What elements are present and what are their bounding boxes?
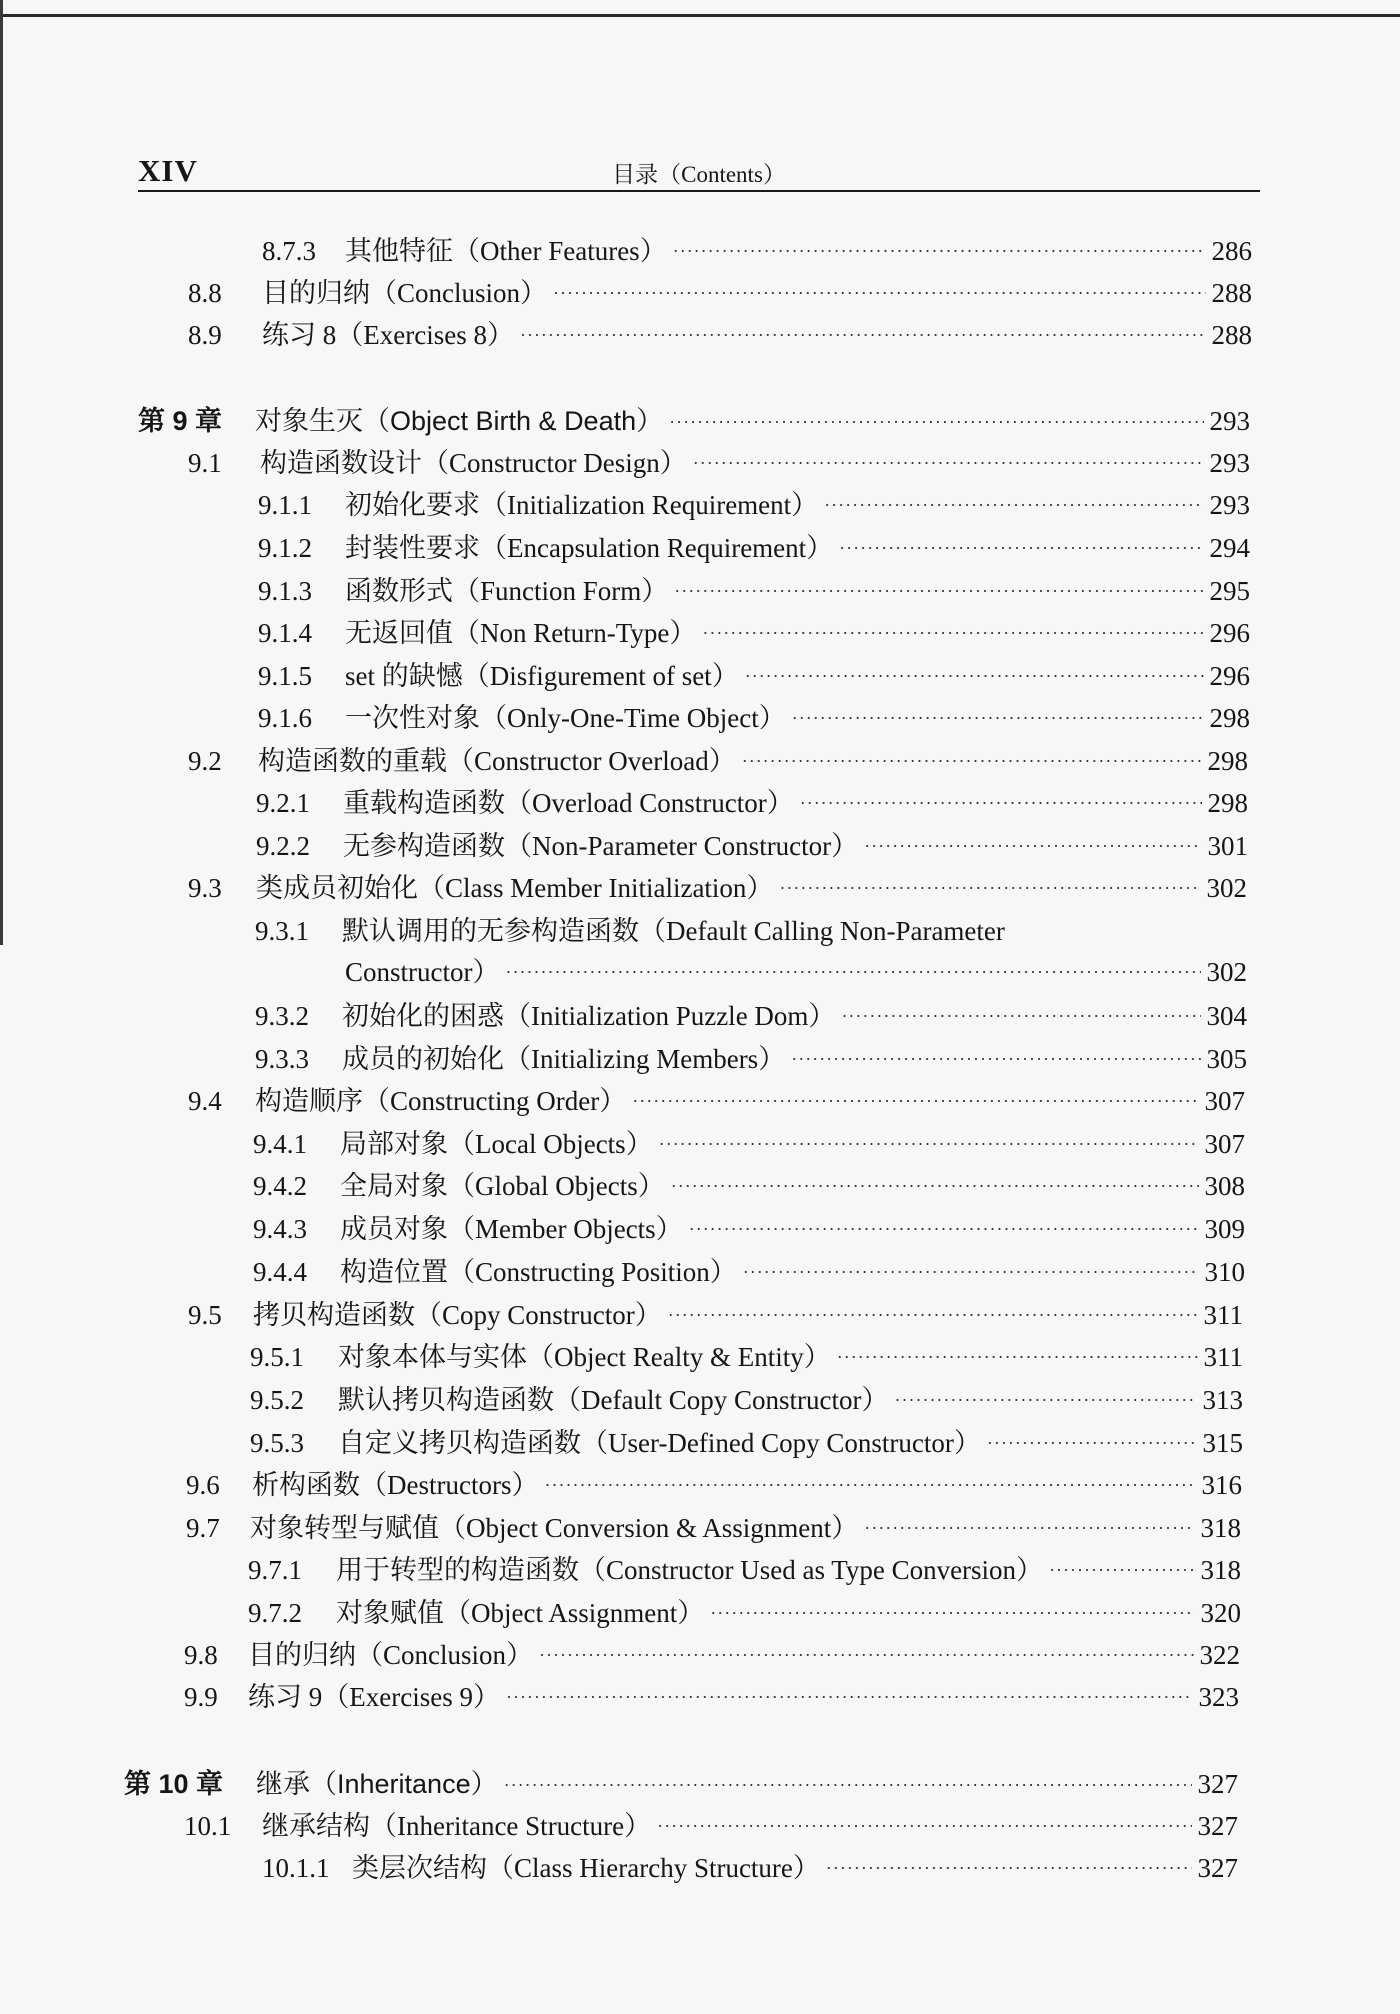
page-ref: 311 — [1203, 1300, 1243, 1330]
dot-leader — [539, 1635, 1193, 1675]
page-ref: 296 — [1209, 661, 1250, 691]
subsection-entry — [253, 1166, 1245, 1206]
section-entry — [184, 1806, 1238, 1846]
running-title: 目录（Contents） — [612, 162, 786, 187]
entry-title: 无参构造函数（Non-Parameter Constructor） — [343, 831, 859, 861]
entry-number: 9.1.6 — [258, 703, 312, 733]
entry-line — [345, 231, 1252, 271]
page-ref: 296 — [1209, 618, 1250, 648]
entry-line — [262, 315, 1252, 355]
subsection-entry — [248, 1593, 1241, 1633]
subsection-entry — [258, 698, 1250, 738]
entry-number: 9.3 — [188, 873, 222, 903]
entry-line — [343, 783, 1248, 823]
entry-number: 9.4.4 — [253, 1257, 307, 1287]
entry-title: 拷贝构造函数（Copy Constructor） — [253, 1300, 662, 1330]
entry-title: 对象赋值（Object Assignment） — [336, 1598, 705, 1628]
entry-number: 9.2.2 — [256, 831, 310, 861]
subsection-entry — [250, 1423, 1243, 1463]
entry-line — [342, 1039, 1247, 1079]
dot-leader — [742, 741, 1202, 781]
page-ref: 294 — [1209, 533, 1250, 563]
section-entry — [188, 741, 1248, 781]
page-ref: 293 — [1209, 490, 1250, 520]
section-entry — [186, 1465, 1242, 1505]
entry-number: 9.5.3 — [250, 1428, 304, 1458]
section-entry — [184, 1635, 1240, 1675]
page-ref: 323 — [1198, 1682, 1239, 1712]
entry-title: 练习 9（Exercises 9） — [248, 1682, 500, 1712]
section-entry — [188, 868, 1247, 908]
entry-title: 初始化的困惑（Initialization Puzzle Dom） — [342, 1001, 836, 1031]
entry-line — [250, 1508, 1241, 1548]
entry-line — [345, 698, 1250, 738]
subsection-entry — [255, 911, 1247, 951]
entry-number: 9.4.3 — [253, 1214, 307, 1244]
dot-leader — [864, 826, 1201, 866]
dot-leader — [743, 1252, 1199, 1292]
subsection-entry — [253, 1209, 1245, 1249]
entry-number: 10.1.1 — [262, 1853, 330, 1883]
entry-number: 9.1.3 — [258, 576, 312, 606]
dot-leader — [779, 868, 1200, 908]
page-ref: 313 — [1202, 1385, 1243, 1415]
dot-leader — [689, 1209, 1199, 1249]
entry-title: 重载构造函数（Overload Constructor） — [343, 788, 794, 818]
entry-line — [343, 826, 1248, 866]
entry-title: 成员对象（Member Objects） — [340, 1214, 683, 1244]
entry-number: 10.1 — [184, 1811, 232, 1841]
entry-number: 9.7.1 — [248, 1555, 302, 1585]
dot-leader — [673, 231, 1206, 271]
entry-line — [336, 1550, 1241, 1590]
page-ref: 316 — [1201, 1470, 1242, 1500]
entry-number: 9.5.1 — [250, 1342, 304, 1372]
entry-number: 8.9 — [188, 320, 222, 350]
entry-line — [252, 1465, 1242, 1505]
entry-line — [338, 1380, 1243, 1420]
entry-line — [248, 1677, 1239, 1717]
entry-number: 第 10 章 — [124, 1769, 224, 1799]
dot-leader — [659, 1124, 1199, 1164]
dot-leader — [837, 1337, 1198, 1377]
page-ref: 298 — [1207, 746, 1248, 776]
page-ref: 304 — [1206, 1001, 1247, 1031]
subsection-entry — [256, 783, 1248, 823]
page-ref: 307 — [1204, 1129, 1245, 1159]
entry-number: 9.4.2 — [253, 1171, 307, 1201]
entry-title: 目的归纳（Conclusion） — [248, 1640, 534, 1670]
page-ref: 288 — [1211, 278, 1252, 308]
dot-leader — [702, 613, 1203, 653]
dot-leader — [657, 1806, 1191, 1846]
subsection-entry — [255, 1039, 1247, 1079]
entry-title: 默认拷贝构造函数（Default Copy Constructor） — [338, 1385, 889, 1415]
entry-title: 对象本体与实体（Object Realty & Entity） — [338, 1342, 831, 1372]
entry-line — [345, 485, 1250, 525]
subsection-entry — [250, 1380, 1243, 1420]
entry-number: 9.3.3 — [255, 1044, 309, 1074]
entry-line — [336, 1593, 1241, 1633]
entry-title: 类成员初始化（Class Member Initialization） — [256, 873, 774, 903]
entry-title: 默认调用的无参构造函数（Default Calling Non-Parameter — [342, 916, 1005, 946]
entry-number: 9.6 — [186, 1470, 220, 1500]
entry-title: 目的归纳（Conclusion） — [262, 278, 548, 308]
page-number: XIV — [138, 153, 198, 188]
entry-number: 9.5 — [188, 1300, 222, 1330]
dot-leader — [520, 315, 1206, 355]
entry-title: 成员的初始化（Initializing Members） — [342, 1044, 786, 1074]
page-ref: 307 — [1204, 1086, 1245, 1116]
subsection-entry — [258, 656, 1250, 696]
subsection-entry — [258, 485, 1250, 525]
entry-number: 9.9 — [184, 1682, 218, 1712]
entry-number: 9.8 — [184, 1640, 218, 1670]
entry-line — [340, 1124, 1245, 1164]
page-ref: 298 — [1209, 703, 1250, 733]
dot-leader — [987, 1423, 1197, 1463]
dot-leader — [841, 996, 1200, 1036]
section-entry — [186, 1508, 1241, 1548]
page-ref: 311 — [1203, 1342, 1243, 1372]
entry-title: 练习 8（Exercises 8） — [262, 320, 514, 350]
page-ref: 298 — [1207, 788, 1248, 818]
subsection-entry — [255, 996, 1247, 1036]
entry-number: 9.1.1 — [258, 490, 312, 520]
dot-leader — [669, 401, 1203, 441]
entry-title: 构造顺序（Constructing Order） — [255, 1086, 627, 1116]
entry-title: 析构函数（Destructors） — [252, 1470, 539, 1500]
subsection-entry — [258, 571, 1250, 611]
dot-leader — [668, 1295, 1198, 1335]
entry-line — [256, 868, 1247, 908]
section-entry — [188, 273, 1252, 313]
section-entry — [184, 1677, 1239, 1717]
page-ref: 293 — [1209, 448, 1250, 478]
section-entry — [188, 1081, 1245, 1121]
page-ref: 322 — [1199, 1640, 1240, 1670]
dot-leader — [506, 952, 1201, 992]
entry-title: 其他特征（Other Features） — [345, 236, 667, 266]
subsection-entry — [262, 1848, 1238, 1888]
entry-number: 9.5.2 — [250, 1385, 304, 1415]
entry-title: 一次性对象（Only-One-Time Object） — [345, 703, 786, 733]
dot-leader — [839, 528, 1203, 568]
page-ref: 308 — [1204, 1171, 1245, 1201]
page-ref: 327 — [1197, 1853, 1238, 1883]
entry-line — [340, 1209, 1245, 1249]
subsection-entry — [250, 1337, 1243, 1377]
chapter-entry — [124, 1764, 1238, 1804]
page-ref: 327 — [1197, 1769, 1238, 1799]
dot-leader — [864, 1508, 1194, 1548]
entry-number: 9.3.2 — [255, 1001, 309, 1031]
entry-number: 9.4 — [188, 1086, 222, 1116]
entry-number: 第 9 章 — [138, 406, 223, 436]
subsection-entry — [258, 613, 1250, 653]
entry-line — [345, 656, 1250, 696]
dot-leader — [1049, 1550, 1194, 1590]
subsection-entry — [258, 528, 1250, 568]
dot-leader — [506, 1677, 1193, 1717]
page-ref: 293 — [1209, 406, 1250, 436]
entry-title: 用于转型的构造函数（Constructor Used as Type Conversion） — [336, 1555, 1044, 1585]
entry-title: 自定义拷贝构造函数（User-Defined Copy Constructor） — [338, 1428, 981, 1458]
page-ref: 318 — [1200, 1513, 1241, 1543]
dot-leader — [745, 656, 1204, 696]
entry-number: 9.7 — [186, 1513, 220, 1543]
dot-leader — [674, 571, 1203, 611]
entry-number: 9.4.1 — [253, 1129, 307, 1159]
entry-line — [345, 571, 1250, 611]
subsection-entry — [248, 1550, 1241, 1590]
entry-number: 9.7.2 — [248, 1598, 302, 1628]
dot-leader — [693, 443, 1204, 483]
entry-number: 9.1.2 — [258, 533, 312, 563]
entry-title: 构造位置（Constructing Position） — [340, 1257, 737, 1287]
entry-line — [340, 1252, 1245, 1292]
entry-title: 封装性要求（Encapsulation Requirement） — [345, 533, 834, 563]
entry-line — [342, 996, 1247, 1036]
entry-title: 构造函数的重载（Constructor Overload） — [258, 746, 736, 776]
entry-line — [352, 1848, 1238, 1888]
dot-leader — [671, 1166, 1199, 1206]
dot-leader — [894, 1380, 1196, 1420]
entry-number: 9.1 — [188, 448, 222, 478]
entry-title: 初始化要求（Initialization Requirement） — [345, 490, 819, 520]
dot-leader — [826, 1848, 1192, 1888]
page-ref: 302 — [1206, 957, 1247, 987]
page-ref: 302 — [1206, 873, 1247, 903]
dot-leader — [824, 485, 1203, 525]
page-ref: 327 — [1197, 1811, 1238, 1841]
page-ref: 318 — [1200, 1555, 1241, 1585]
entry-title: 对象转型与赋值（Object Conversion & Assignment） — [250, 1513, 859, 1543]
entry-title: 全局对象（Global Objects） — [340, 1171, 665, 1201]
dot-leader — [544, 1465, 1195, 1505]
subsection-entry — [256, 826, 1248, 866]
entry-title: 继承（Inheritance） — [256, 1769, 498, 1799]
entry-title: 类层次结构（Class Hierarchy Structure） — [352, 1853, 820, 1883]
page-ref: 305 — [1206, 1044, 1247, 1074]
entry-line-continuation — [345, 952, 1247, 992]
page-ref: 288 — [1211, 320, 1252, 350]
page-ref: 286 — [1211, 236, 1252, 266]
chapter-entry — [138, 401, 1250, 441]
entry-number: 8.7.3 — [262, 236, 316, 266]
entry-line — [262, 1806, 1238, 1846]
section-entry — [188, 443, 1250, 483]
page-ref: 320 — [1200, 1598, 1241, 1628]
entry-title: 函数形式（Function Form） — [345, 576, 669, 606]
page-ref: 315 — [1202, 1428, 1243, 1458]
subsection-entry — [262, 231, 1252, 271]
entry-number: 9.2.1 — [256, 788, 310, 818]
dot-leader — [791, 1039, 1200, 1079]
dot-leader — [632, 1081, 1198, 1121]
entry-line — [345, 613, 1250, 653]
entry-title-continued: Constructor） — [345, 957, 500, 987]
dot-leader — [710, 1593, 1194, 1633]
page-ref: 309 — [1204, 1214, 1245, 1244]
page-ref: 295 — [1209, 576, 1250, 606]
entry-number: 8.8 — [188, 278, 222, 308]
subsection-entry — [253, 1124, 1245, 1164]
entry-number: 9.2 — [188, 746, 222, 776]
entry-title: 无返回值（Non Return-Type） — [345, 618, 697, 648]
entry-line — [345, 952, 1247, 992]
page-ref: 310 — [1204, 1257, 1245, 1287]
dot-leader — [553, 273, 1205, 313]
entry-line — [338, 1337, 1243, 1377]
entry-line — [255, 401, 1250, 441]
entry-line — [260, 443, 1250, 483]
subsection-entry — [253, 1252, 1245, 1292]
entry-line — [345, 528, 1250, 568]
entry-line — [256, 1764, 1238, 1804]
section-entry — [188, 315, 1252, 355]
entry-line — [248, 1635, 1240, 1675]
entry-line — [340, 1166, 1245, 1206]
entry-title: 对象生灭（Object Birth & Death） — [255, 406, 664, 436]
dot-leader — [792, 698, 1204, 738]
page-ref: 301 — [1207, 831, 1248, 861]
section-entry — [188, 1295, 1243, 1335]
entry-line — [258, 741, 1248, 781]
dot-leader — [800, 783, 1202, 823]
entry-number: 9.3.1 — [255, 916, 309, 946]
entry-title: 继承结构（Inheritance Structure） — [262, 1811, 652, 1841]
entry-title: 局部对象（Local Objects） — [340, 1129, 653, 1159]
entry-number: 9.1.5 — [258, 661, 312, 691]
dot-leader — [504, 1764, 1192, 1804]
entry-number: 9.1.4 — [258, 618, 312, 648]
entry-line — [253, 1295, 1243, 1335]
entry-line — [338, 1423, 1243, 1463]
entry-title: 构造函数设计（Constructor Design） — [260, 448, 687, 478]
entry-line — [262, 273, 1252, 313]
entry-line — [342, 911, 1247, 951]
entry-title: set 的缺憾（Disfigurement of set） — [345, 661, 739, 691]
entry-line — [255, 1081, 1245, 1121]
